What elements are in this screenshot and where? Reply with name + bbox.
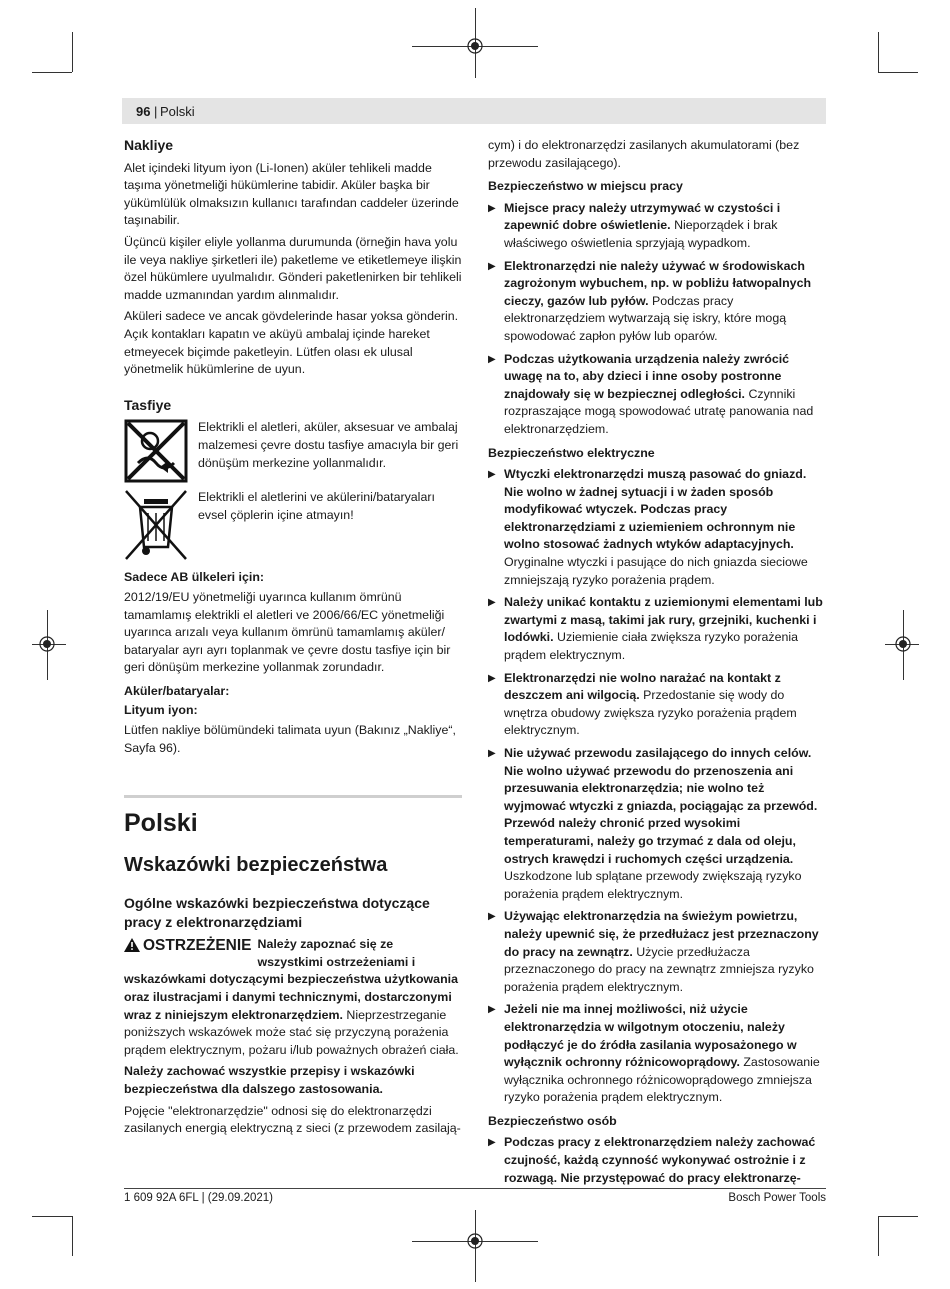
- header-language: Polski: [160, 104, 195, 119]
- list-item-normal: Przedostanie się wody do wnętrza obudowy zwiększa ryzyko porażenia prądem elektrycznym.: [504, 688, 797, 738]
- section-title-nakliye: Nakliye: [124, 137, 174, 153]
- warning-label: [124, 937, 252, 954]
- list-item-text: [504, 745, 826, 903]
- list-item-bold: Używając elektronarzędzia na świeżym powietrzu, należy upewnić się, że przedłużacz jest przeznaczony do pracy na zewnątrz.: [504, 909, 819, 959]
- page-header-band: [122, 98, 826, 124]
- registration-mark-icon: [466, 1232, 484, 1250]
- list-item: [488, 351, 826, 439]
- crossed-out-wheelie-bin-icon: [124, 489, 188, 561]
- list-item-text: [504, 594, 826, 664]
- bullet-arrow-icon: ▶: [488, 911, 496, 923]
- bullet-list-personal: [488, 1134, 826, 1187]
- section-title-lityum: Lityum iyon:: [124, 703, 198, 718]
- list-item-normal: Użycie przedłużacza przeznaczonego do pracy na zewnątrz zmniejsza ryzyko porażenia prądem elektrycznym.: [504, 944, 814, 994]
- list-item-bold: Jeżeli nie ma innej możliwości, niż użycie elektronarzędzia w wilgotnym otoczeniu, należy podłączyć je do źródła zasilania wyposażonego w wyłącznik ochronny różnicowoprądowy.: [504, 1002, 797, 1070]
- list-item: [488, 1001, 826, 1107]
- paragraph-bold: Należy zachować wszystkie przepisy i wskazówki bezpieczeństwa dla dalszego zastosowania.: [124, 1064, 415, 1096]
- bullet-arrow-icon: ▶: [488, 260, 496, 272]
- list-item: [488, 908, 826, 996]
- paragraph: Alet içindeki lityum iyon (Li-Ionen) aküler tehlikeli madde taşıma yönetmeliği hükümlerine tabidir. Aküler başka bir yükümlülük olmaksızın kullanıcı tarafından caddeler üzerinde taşınabilir.: [124, 160, 459, 228]
- list-item: [488, 200, 826, 253]
- footer-rule: [124, 1188, 826, 1189]
- paragraph: 2012/19/EU yönetmeliği uyarınca kullanım ömrünü tamamlamış elektrikli el aletleri ve 2006/66/EC yönetmeliği uyarınca arızalı veya kullanım ömrünü tamamlamış aküler/ bataryalar ayrı ayrı toplanmak ve çevre dostu tasfiye için bir geri dönüşüm merkezine yollanmak zorundadır.: [124, 589, 451, 675]
- disposal-text: Elektrikli el aletlerini ve akülerini/bataryaları evsel çöplerin içine atmayın!: [198, 490, 435, 522]
- list-item-text: [504, 1134, 826, 1187]
- list-item: [488, 594, 826, 664]
- right-column: [488, 137, 826, 1192]
- crop-mark: [878, 1216, 918, 1217]
- paragraph: Pojęcie "elektronarzędzie" odnosi się do elektronarzędzi zasilanych energią elektryczną z sieci (z przewodem zasilają-: [124, 1103, 461, 1136]
- section-title-akuler: Aküler/bataryalar:: [124, 683, 230, 698]
- section-title-workplace: Bezpieczeństwo w miejscu pracy: [488, 179, 683, 194]
- warning-block: [124, 936, 462, 1059]
- list-item: [488, 258, 826, 346]
- footer-brand: Bosch Power Tools: [728, 1192, 826, 1204]
- list-item-bold: Elektronarzędzi nie należy używać w środowiskach zagrożonym wybuchem, np. w pobliżu łatwopalnych cieczy, gazów lub pyłów.: [504, 258, 812, 308]
- bullet-arrow-icon: ▶: [488, 672, 496, 684]
- paragraph: cym) i do elektronarzędzi zasilanych akumulatorami (bez przewodu zasilającego).: [488, 138, 800, 170]
- list-item-normal: Czynniki rozpraszające mogą spowodować utratę panowania nad elektronarzędziem.: [504, 386, 814, 436]
- chapter-subtitle: Wskazówki bezpieczeństwa: [124, 854, 388, 877]
- bullet-arrow-icon: ▶: [488, 469, 496, 481]
- list-item-bold: Miejsce pracy należy utrzymywać w czystości i zapewnić dobre oświetlenie.: [504, 200, 781, 233]
- section-title-personal: Bezpieczeństwo osób: [488, 1113, 617, 1128]
- list-item-text: [504, 908, 826, 996]
- crop-mark: [72, 1216, 73, 1256]
- disposal-text: Elektrikli el aletleri, aküler, aksesuar ve ambalaj malzemesi çevre dostu tasfiye amacıyla bir geri dönüşüm merkezine yollanmalıdır.: [198, 420, 459, 470]
- list-item-text: [504, 200, 826, 253]
- list-item: [488, 1134, 826, 1187]
- list-item: [488, 670, 826, 740]
- paragraph: Lütfen nakliye bölümündeki talimata uyun (Bakınız „Nakliye“, Sayfa 96).: [124, 723, 456, 755]
- section-title-electrical: Bezpieczeństwo elektryczne: [488, 445, 655, 460]
- list-item-text: [504, 1001, 826, 1107]
- crop-mark: [878, 32, 879, 72]
- no-disposal-recycle-icon: [124, 419, 188, 483]
- list-item: [488, 466, 826, 589]
- list-item-bold: Podczas pracy z elektronarzędziem należy zachować czujność, każdą czynność wykonywać ostrożnie i z rozwagą. Nie przystępować do pracy elektronarzę-: [504, 1135, 816, 1185]
- bullet-arrow-icon: ▶: [488, 202, 496, 214]
- crop-mark: [878, 1216, 879, 1256]
- paragraph: Üçüncü kişiler eliyle yollanma durumunda (örneğin hava yolu ile veya nakliye şirketleri ile) paketleme ve etiketlemeye ilişkin özel hükümlere uyulmalıdır. Gönderi paketlenirken bir tehlikeli madde uzmanından yardım alınmalıdır.: [124, 234, 462, 302]
- section-divider: [124, 795, 462, 798]
- registration-mark-icon: [894, 635, 912, 653]
- list-item-normal: Nieporządek i brak właściwego oświetlenia sprzyjają wypadkom.: [504, 218, 778, 250]
- list-item-bold: Wtyczki elektronarzędzi muszą pasować do gniazd. Nie wolno w żadnej sytuacji i w żaden sposób modyfikować wtyczek. Podczas pracy elektronarzędziami z uziemieniem ochronnym nie wolno stosować żadnych wtyków adaptacyjnych.: [504, 467, 807, 552]
- list-item: [488, 745, 826, 903]
- warning-triangle-icon: [124, 938, 140, 952]
- bullet-arrow-icon: ▶: [488, 1004, 496, 1016]
- disposal-row-bin: [124, 489, 462, 561]
- warning-text: Nieprzestrzeganie poniższych wskazówek może stać się przyczyną porażenia prądem elektrycznym, pożaru i/lub poważnych obrażeń ciała.: [124, 1007, 459, 1057]
- list-item-normal: Podczas pracy elektronarzędziem wytwarzają się iskry, które mogą spowodować zapłon pyłów lub oparów.: [504, 293, 787, 343]
- list-item-normal: Uszkodzone lub splątane przewody zwiększają ryzyko porażenia prądem elektrycznym.: [504, 869, 802, 901]
- bullet-list-workplace: [488, 200, 826, 439]
- list-item-bold: Elektronarzędzi nie wolno narażać na kontakt z deszczem ani wilgocią.: [504, 670, 781, 703]
- list-item-bold: Podczas użytkowania urządzenia należy zwrócić uwagę na to, aby dzieci i inne osoby postronne znajdowały się w bezpiecznej odległości.: [504, 351, 790, 401]
- list-item-normal: Oryginalne wtyczki i pasujące do nich gniazda sieciowe zmniejszają ryzyko porażenia prądem.: [504, 555, 808, 587]
- bullet-arrow-icon: ▶: [488, 353, 496, 365]
- crop-mark: [32, 1216, 72, 1217]
- page-number: 96: [136, 104, 151, 119]
- crop-mark: [32, 72, 72, 73]
- chapter-title: Polski: [124, 809, 198, 838]
- crop-mark: [72, 32, 73, 72]
- list-item-bold: Należy unikać kontaktu z uziemionymi elementami lub zwartymi z masą, takimi jak rury, grzejniki, kuchenki i lodówki.: [504, 595, 823, 645]
- list-item-normal: Zastosowanie wyłącznika ochronnego różnicowoprądowego zmniejsza ryzyko porażenia prądem elektrycznym.: [504, 1055, 820, 1105]
- list-item-normal: Uziemienie ciała zwiększa ryzyko porażenia prądem elektrycznym.: [504, 630, 799, 663]
- left-column: [124, 137, 462, 1142]
- list-item-text: [504, 670, 826, 740]
- bullet-arrow-icon: ▶: [488, 597, 496, 609]
- disposal-row-recycle: [124, 419, 462, 483]
- crop-mark: [878, 72, 918, 73]
- bullet-list-electrical: [488, 466, 826, 1107]
- registration-mark-icon: [38, 635, 56, 653]
- warning-text-bold: Należy zapoznać się ze wszystkimi ostrzeżeniami i wskazówkami dotyczącymi bezpieczeństwa użytkowania oraz ilustracjami i danymi technicznymi, dostarczonymi wraz z niniejszym elektronarzędziem.: [124, 937, 458, 1022]
- section-title-ab: Sadece AB ülkeleri için:: [124, 570, 265, 585]
- section-title-ogolne: Ogólne wskazówki bezpieczeństwa dotyczące pracy z elektronarzędziami: [124, 895, 430, 931]
- bullet-arrow-icon: ▶: [488, 1137, 496, 1149]
- footer-doc-id: 1 609 92A 6FL | (29.09.2021): [124, 1192, 273, 1204]
- header-separator: |: [154, 104, 158, 119]
- registration-mark-icon: [466, 37, 484, 55]
- warning-label-text: OSTRZEŻENIE: [143, 937, 252, 955]
- list-item-bold: Nie używać przewodu zasilającego do innych celów. Nie wolno używać przewodu do przenoszenia ani przesuwania elektronarzędzia; nie wolno też wyjmować wtyczki z gniazda, pociągając za przewód. Przewód należy chronić przed wysokimi temperaturami, należy go trzymać z dala od oleju, ostrych krawędzi i ruchomych części urządzenia.: [504, 746, 818, 866]
- list-item-text: [504, 351, 826, 439]
- list-item-text: [504, 258, 826, 346]
- paragraph: Aküleri sadece ve ancak gövdelerinde hasar yoksa gönderin. Açık kontakları kapatın ve aküyü ambalaj içinde hareket etmeyecek biçimde paketleyin. Lütfen olası ek ulusal yönetmelik hükümlerine de uyun.: [124, 309, 459, 377]
- bullet-arrow-icon: ▶: [488, 748, 496, 759]
- list-item-text: [504, 466, 826, 589]
- section-title-tasfiye: Tasfiye: [124, 396, 172, 413]
